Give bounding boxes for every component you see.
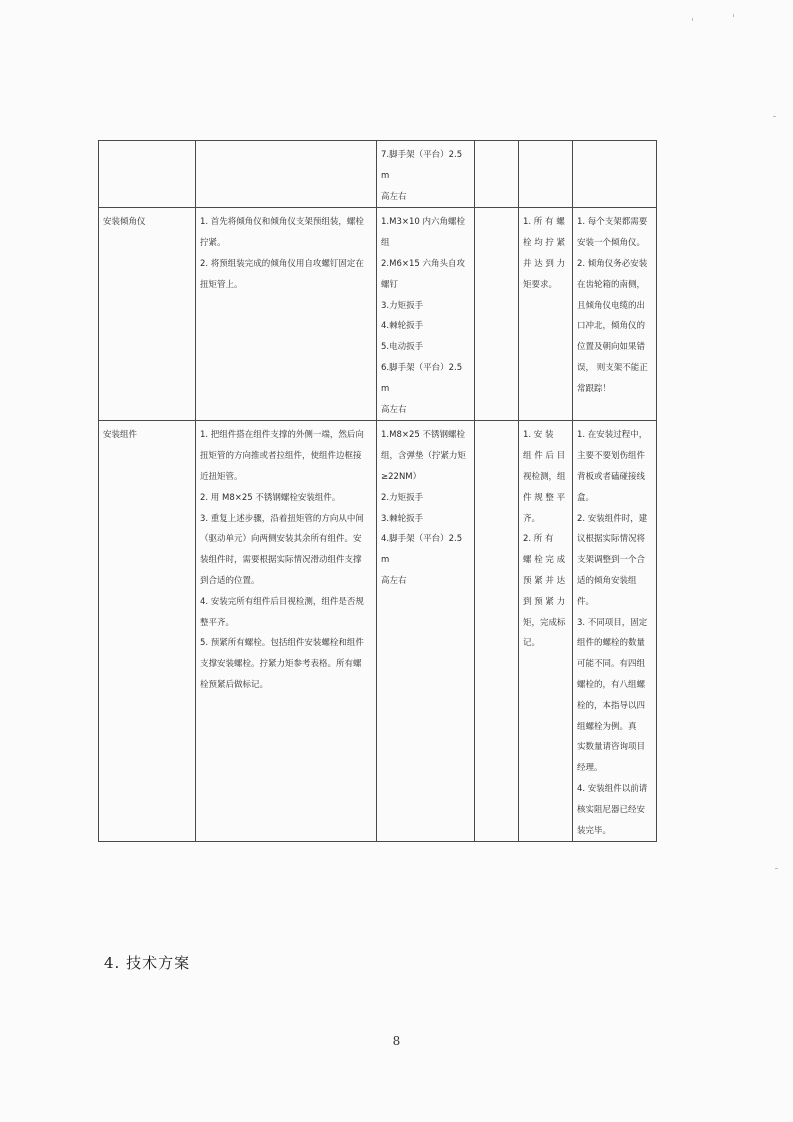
text-line: 并 达 到 力 xyxy=(523,258,566,269)
text-line: 预 紧 并 达 xyxy=(523,575,566,586)
text-line: 2. 将预组装完成的倾角仪用自攻螺钉固定在 xyxy=(200,258,364,269)
text-line: 螺钉 xyxy=(381,279,399,290)
text-line: 7.脚手架（平台）2.5m xyxy=(381,150,463,181)
text-line: 支架调整到一个合 xyxy=(577,555,646,566)
text-line: 装组件时，需要根据实际情况滑动组件支撑 xyxy=(200,555,362,566)
text-line: 5.电动扳手 xyxy=(381,342,424,353)
text-line: 4.脚手架（平台）2.5m xyxy=(381,534,463,566)
method-cell xyxy=(196,141,377,208)
quality-cell xyxy=(519,421,573,842)
text-line: 2. 所 有 xyxy=(523,534,554,545)
notes-cell xyxy=(573,208,657,421)
text-line: ≥22NM） xyxy=(381,471,422,482)
text-line: 6.脚手架（平台）2.5m xyxy=(381,362,463,394)
text-line: 经理。 xyxy=(577,763,603,774)
text-line: 记。 xyxy=(523,638,541,649)
text-line: 1. 把组件搭在组件支撑的外侧一端，然后向 xyxy=(200,430,364,441)
text-line: 议根据实际情况将 xyxy=(577,534,646,545)
text-line: 安装一个倾角仪。 xyxy=(577,238,646,249)
text-line: 可能不同。有四组 xyxy=(577,659,646,670)
table-row xyxy=(99,208,657,421)
text-line: 适的倾角安装组 xyxy=(577,575,637,586)
scan-speck xyxy=(775,868,778,869)
text-line: 位置及朝向如果错 xyxy=(577,342,646,353)
text-line: 3.棘轮扳手 xyxy=(381,513,424,524)
text-line: 栓预紧后做标记。 xyxy=(200,679,269,690)
text-line: 5. 预紧所有螺栓。包括组件安装螺栓和组件 xyxy=(200,638,364,649)
text-line: 装完毕。 xyxy=(577,825,612,836)
text-line: 1. 在安装过程中， xyxy=(577,430,648,441)
text-line: 整平齐。 xyxy=(200,617,235,628)
text-line: 2.力矩扳手 xyxy=(381,492,424,503)
text-line: 主要不要划伤组件 xyxy=(577,451,646,462)
text-line: 扭矩管的方向推或者拉组件，使组件边框接 xyxy=(200,451,362,462)
text-line: 常跟踪！ xyxy=(577,383,612,394)
text-line: 扭矩管上。 xyxy=(200,279,243,290)
quality-cell xyxy=(519,141,573,208)
text-line: 矩要求。 xyxy=(523,279,558,290)
table-row xyxy=(99,141,657,208)
notes-cell xyxy=(573,141,657,208)
method-cell xyxy=(196,421,377,842)
tools-cell xyxy=(377,421,475,842)
page-number: 8 xyxy=(392,1034,401,1048)
method-cell xyxy=(196,208,377,421)
text-line: 1.M3×10 内六角螺栓 xyxy=(381,217,465,228)
text-line: 4.棘轮扳手 xyxy=(381,321,424,332)
text-line: 3. 不同项目，固定 xyxy=(577,617,648,628)
text-line: 组件的螺栓的数量 xyxy=(577,638,646,649)
text-line: 件 规 整 平 xyxy=(523,492,566,503)
text-line: 齐。 xyxy=(523,513,541,524)
scan-speck xyxy=(773,116,776,117)
text-line: 2. 倾角仪务必安装 xyxy=(577,258,648,269)
text-line: 组螺栓为例。真 xyxy=(577,721,637,732)
text-line: 4. 安装组件以前请 xyxy=(577,783,648,794)
text-line: 件。 xyxy=(577,596,595,607)
blank-cell xyxy=(475,421,519,842)
table-row xyxy=(99,421,657,842)
scan-speck xyxy=(692,18,693,21)
text-line: 1. 首先将倾角仪和倾角仪支架预组装，螺栓 xyxy=(200,217,364,228)
text-line: 螺栓的，有八组螺 xyxy=(577,679,646,690)
step-name-cell: 安装组件 xyxy=(99,421,196,842)
tools-cell xyxy=(377,208,475,421)
text-line: 拧紧。 xyxy=(200,238,226,249)
text-line: 组 xyxy=(381,238,390,249)
text-line: 2. 用 M8×25 不锈钢螺栓安装组件。 xyxy=(200,492,341,503)
text-line: 4. 安装完所有组件后目视检测，组件是否规 xyxy=(200,596,364,607)
text-line: 1. 所 有 螺 xyxy=(523,217,565,228)
text-line: 矩，完成标 xyxy=(523,617,566,628)
text-line: 3. 重复上述步骤，沿着扭矩管的方向从中间 xyxy=(200,513,364,524)
installation-procedure-table xyxy=(98,140,657,842)
blank-cell xyxy=(475,141,519,208)
text-line: 且倾角仪电缆的出 xyxy=(577,300,646,311)
blank-cell xyxy=(475,208,519,421)
text-line: 盒。 xyxy=(577,492,595,503)
text-line: 近扭矩管。 xyxy=(200,471,243,482)
text-line: 视检测，组 xyxy=(523,471,566,482)
text-line: 组，含弹垫（拧紧力矩 xyxy=(381,451,467,462)
scan-speck xyxy=(733,14,734,17)
text-line: 背板或者磕碰接线 xyxy=(577,471,646,482)
text-line: 栓 均 拧 紧 xyxy=(523,238,566,249)
quality-cell xyxy=(519,208,573,421)
text-line: 到 预 紧 力 xyxy=(523,596,566,607)
text-line: 组 件 后 目 xyxy=(523,451,566,462)
notes-cell xyxy=(573,421,657,842)
step-name-cell: 安装倾角仪 xyxy=(99,208,196,421)
text-line: 支撑安装螺栓。拧紧力矩参考表格。所有螺 xyxy=(200,659,362,670)
step-name-cell xyxy=(99,141,196,208)
text-line: 1.M8×25 不锈钢螺栓 xyxy=(381,430,465,441)
text-line: 3.力矩扳手 xyxy=(381,300,424,311)
text-line: 到合适的位置。 xyxy=(200,575,260,586)
text-line: 2. 安装组件时，建 xyxy=(577,513,648,524)
tools-cell xyxy=(377,141,475,208)
text-line: 核实阻尼器已经安 xyxy=(577,804,646,815)
text-line: 2.M6×15 六角头自攻 xyxy=(381,258,465,269)
text-line: 螺 栓 完 成 xyxy=(523,555,566,566)
text-line: 高左右 xyxy=(381,191,407,202)
text-line: 口冲北，倾角仪的 xyxy=(577,321,646,332)
section-heading: 4. 技术方案 xyxy=(104,954,191,972)
text-line: 高左右 xyxy=(381,404,407,415)
text-line: 1. 安 装 xyxy=(523,430,554,441)
text-line: （驱动单元）向两侧安装其余所有组件。安 xyxy=(200,534,362,545)
text-line: 误， 则支架不能正 xyxy=(577,362,648,373)
text-line: 实数量请咨询项目 xyxy=(577,742,646,753)
text-line: 1. 每个支架都需要 xyxy=(577,217,648,228)
text-line: 在齿轮箱的南侧， xyxy=(577,279,646,290)
text-line: 高左右 xyxy=(381,575,407,586)
text-line: 栓的，本指导以四 xyxy=(577,700,646,711)
